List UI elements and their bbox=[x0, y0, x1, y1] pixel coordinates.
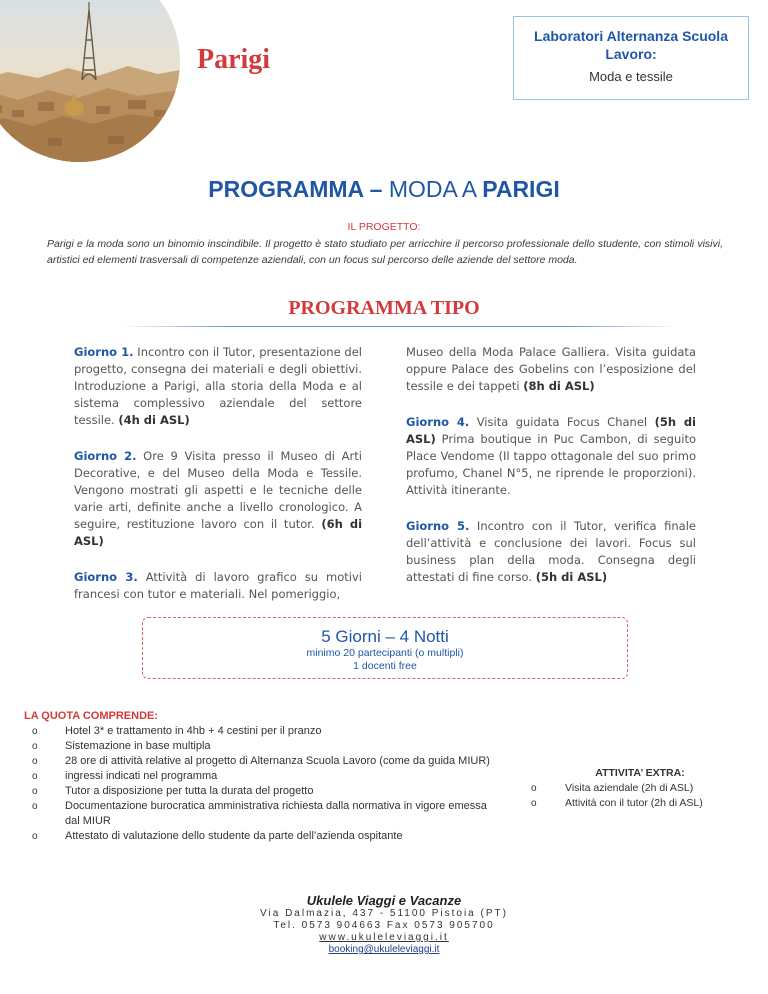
course-box-subtitle: Moda e tessile bbox=[589, 69, 673, 84]
list-item bbox=[531, 796, 703, 811]
program-day-2 bbox=[74, 448, 362, 550]
bullet-icon: o bbox=[32, 741, 38, 752]
day-text: Museo della Moda Palace Galliera. Visita guidata oppure Palace des Gobelins con l’esposizione del tessile e dei tappeti bbox=[406, 345, 696, 393]
brand-title: Parigi bbox=[197, 44, 271, 75]
program-heading: PROGRAMMA TIPO bbox=[288, 297, 480, 319]
list-item-text: Tutor a disposizione per tutta la durata del progetto bbox=[65, 785, 314, 797]
day-text: Attività di lavoro grafico su motivi francesi con tutor e materiali. Nel pomeriggio, bbox=[74, 570, 362, 601]
day-hours: (8h di ASL) bbox=[523, 379, 595, 393]
list-item-text: Documentazione burocratica amministrativa richiesta dalla normativa in vigore emessa dal MIUR bbox=[65, 800, 487, 827]
program-day-3-continued bbox=[406, 344, 696, 395]
title-part-1: PROGRAMMA – bbox=[208, 176, 383, 202]
list-item-text: Sistemazione in base multipla bbox=[65, 740, 211, 752]
program-day-3 bbox=[74, 569, 362, 603]
day-hours: (4h di ASL) bbox=[118, 413, 190, 427]
footer bbox=[0, 893, 768, 956]
day-text: Ore 9 Visita presso il Museo di Arti Decorative, e del Museo della Moda e Tessile. Vengono mostrati gli aspetti e le tecniche delle varie arti, definite anche a livello cronologico. A seguire, restituzione lavoro con il tutor. bbox=[74, 449, 362, 531]
list-item bbox=[32, 829, 502, 844]
day-hours: (6h di ASL) bbox=[74, 517, 363, 548]
day-label: Giorno 1. bbox=[74, 345, 134, 359]
day-label: Giorno 5. bbox=[406, 519, 470, 533]
company-phone: Tel. 0573 904663 Fax 0573 905700 bbox=[273, 920, 495, 931]
title-part-3: PARIGI bbox=[482, 176, 560, 202]
list-item bbox=[32, 769, 502, 784]
bullet-icon: o bbox=[32, 756, 38, 767]
duration-box bbox=[142, 617, 628, 679]
program-left-column bbox=[74, 344, 362, 622]
bullet-icon: o bbox=[531, 798, 537, 809]
program-day-4 bbox=[406, 414, 696, 499]
project-text: Parigi e la moda sono un binomio inscindibile. Il progetto è stato studiato per arricchire il percorso professionale dello studente, con stimoli visivi, artistici ed elementi trasversali di competenze aziendali, con un focus sul percorso delle aziende del settore moda. bbox=[47, 238, 723, 266]
bullet-icon: o bbox=[32, 801, 38, 812]
email-link[interactable]: booking@ukuleleviaggi.it bbox=[328, 944, 440, 955]
day-text: Incontro con il Tutor, presentazione del progetto, consegna dei materiali e degli obiettivi. Introduzione a Parigi, alla storia della Moda e al sistema complessivo aziendale del settore tessile. bbox=[74, 345, 362, 427]
list-item bbox=[32, 739, 502, 754]
project-heading: IL PROGETTO: bbox=[347, 221, 421, 233]
day-label: Giorno 3. bbox=[74, 570, 138, 584]
bullet-icon: o bbox=[32, 831, 38, 842]
course-box-title: Laboratori Alternanza Scuola Lavoro: bbox=[534, 28, 728, 62]
list-item bbox=[32, 784, 502, 799]
company-address: Via Dalmazia, 437 - 51100 Pistoia (PT) bbox=[260, 908, 508, 919]
extras-list bbox=[531, 781, 703, 811]
list-item bbox=[32, 799, 502, 829]
day-text: Visita guidata Focus Chanel bbox=[469, 415, 655, 429]
list-item-text: ingressi indicati nel programma bbox=[65, 770, 218, 782]
extras-heading: ATTIVITA’ EXTRA: bbox=[595, 767, 685, 779]
bullet-icon: o bbox=[531, 783, 537, 794]
title-part-2: MODA A bbox=[382, 176, 483, 202]
list-item-text: Attestato di valutazione dello studente da parte dell’azienda ospitante bbox=[65, 830, 403, 842]
program-right-column bbox=[406, 344, 696, 605]
day-label: Giorno 2. bbox=[74, 449, 137, 463]
day-text-continued: Prima boutique in Puc Cambon, di seguito Place Vendome (Il tappo ottagonale del suo primo profumo, Chanel N°5, ne riprende le proporzioni). Attività itinerante. bbox=[406, 432, 696, 497]
program-divider bbox=[120, 326, 678, 327]
list-item bbox=[32, 754, 502, 769]
day-label: Giorno 4. bbox=[406, 415, 470, 429]
program-day-1 bbox=[74, 344, 362, 429]
course-box bbox=[513, 16, 749, 100]
includes-list bbox=[32, 724, 502, 844]
list-item bbox=[531, 781, 703, 796]
program-day-5 bbox=[406, 518, 696, 586]
day-hours: (5h di ASL) bbox=[406, 415, 696, 446]
day-hours: (5h di ASL) bbox=[535, 570, 608, 584]
bullet-icon: o bbox=[32, 771, 38, 782]
list-item bbox=[32, 724, 502, 739]
list-item-text: Hotel 3* e trattamento in 4hb + 4 cestini per il pranzo bbox=[65, 725, 322, 737]
teachers-free: 1 docenti free bbox=[353, 660, 417, 672]
company-name: Ukulele Viaggi e Vacanze bbox=[306, 893, 462, 908]
participants-minimum: minimo 20 partecipanti (o multipli) bbox=[306, 647, 464, 659]
bullet-icon: o bbox=[32, 786, 38, 797]
bullet-icon: o bbox=[32, 726, 38, 737]
list-item-text: Visita aziendale (2h di ASL) bbox=[565, 782, 694, 794]
website-link[interactable]: www.ukuleleviaggi.it bbox=[319, 932, 449, 943]
page-title bbox=[0, 176, 768, 203]
list-item-text: Attività con il tutor (2h di ASL) bbox=[565, 797, 703, 809]
paris-photo bbox=[0, 0, 180, 162]
includes-heading: LA QUOTA COMPRENDE: bbox=[24, 710, 159, 722]
duration-headline: 5 Giorni – 4 Notti bbox=[321, 627, 449, 646]
day-text: Incontro con il Tutor, verifica finale dell’attività e conclusione dei lavori. Focus sul business plan della moda. Consegna degli attestati di fine corso. bbox=[406, 519, 696, 584]
list-item-text: 28 ore di attività relative al progetto di Alternanza Scuola Lavoro (come da guida MIUR) bbox=[65, 755, 490, 767]
paris-skyline-image bbox=[0, 0, 180, 162]
